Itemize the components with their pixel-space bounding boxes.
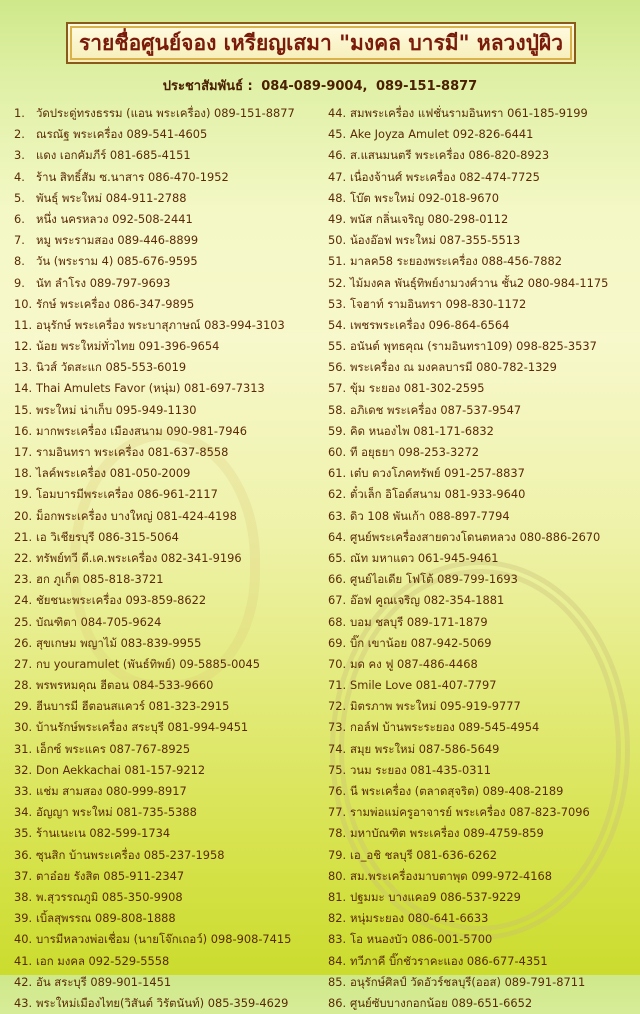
list-item-text: ทวีภาคี บิ๊กชัวราคะแอง 086-677-4351: [350, 953, 548, 968]
list-item-number: 56.: [328, 360, 347, 375]
list-item-text: เพชรพระเครื่อง 096-864-6564: [350, 317, 510, 332]
list-item-number: 83.: [328, 932, 347, 947]
list-item-text: ไม้มงคล พันธุ์ทิพย์งามวงศ์วาน ชั้น2 080-984-1175: [350, 275, 609, 290]
list-item: [328, 760, 640, 781]
list-item-text: เต๋บ ดวงโภคทรัพย์ 091-257-8837: [350, 466, 525, 481]
list-item-text: โอ หนองบัว 086-001-5700: [350, 932, 493, 947]
list-item-number: 29.: [14, 699, 33, 714]
list-item-number: 58.: [328, 402, 347, 417]
list-item-text: ณรณัฐ พระเครื่อง 089-541-4605: [36, 127, 208, 142]
list-item-number: 84.: [328, 953, 347, 968]
list-item: [14, 760, 324, 781]
list-item-number: 48.: [328, 190, 347, 205]
list-item-number: 72.: [328, 699, 347, 714]
list-item-number: 50.: [328, 233, 347, 248]
list-item: [328, 463, 640, 484]
list-item: [328, 612, 640, 633]
list-item: [14, 781, 324, 802]
list-item-number: 30.: [14, 720, 33, 735]
list-item-number: 38.: [14, 889, 33, 904]
list-item-text: ศูนย์ซับบางกอกน้อย 089-651-6652: [350, 995, 533, 1010]
list-item-text: อภิเดช พระเครื่อง 087-537-9547: [350, 402, 522, 417]
list-item-text: บารมีหลวงพ่อเชื่อม (นายโจ๊กเถอว์) 098-908-7415: [36, 932, 292, 947]
list-item: [328, 887, 640, 908]
list-item-text: มิตรภาพ พระใหม่ 095-919-9777: [350, 699, 521, 714]
list-item: [328, 442, 640, 463]
list-item-text: มาลค58 ระยองพระเครื่อง 088-456-7882: [350, 254, 563, 269]
list-item-number: 77.: [328, 805, 347, 820]
list-item-text: ร้าน สิทธิ์สัม ซ.นาสาร 086-470-1952: [36, 169, 229, 184]
list-item-number: 74.: [328, 741, 347, 756]
title-banner: [66, 22, 576, 64]
list-item: [328, 654, 640, 675]
list-item: [328, 273, 640, 294]
list-item: [14, 484, 324, 505]
list-item-text: นี พระเครื่อง (ตลาดสุจริต) 089-408-2189: [350, 784, 564, 798]
list-item-text: สมุย พระใหม่ 087-586-5649: [350, 741, 500, 756]
list-item: [328, 421, 640, 442]
list-item-number: 49.: [328, 211, 347, 226]
list-item-text: ฮก ภูเก็ต 085-818-3721: [36, 572, 164, 587]
list-item-number: 62.: [328, 487, 347, 502]
list-item-number: 81.: [328, 889, 347, 904]
list-item: [14, 188, 324, 209]
list-item: [14, 400, 324, 421]
list-item-number: 1.: [14, 106, 25, 120]
list-item-text: แช่ม สามสอง 080-999-8917: [36, 784, 187, 798]
list-item-text: ตั๋วเล็ก อิโอด์สนาม 081-933-9640: [350, 487, 526, 502]
list-item-number: 60.: [328, 445, 347, 459]
list-item-number: 57.: [328, 381, 347, 396]
list-item-number: 15.: [14, 402, 33, 417]
list-item: [328, 209, 640, 230]
list-item-number: 16.: [14, 423, 33, 438]
list-item-text: Thai Amulets Favor (หนุ่ม) 081-697-7313: [36, 381, 265, 396]
list-item-number: 10.: [14, 296, 33, 311]
list-item-number: 18.: [14, 466, 33, 481]
list-item-number: 41.: [14, 953, 33, 968]
list-item-text: ร้านเนะเน 082-599-1734: [36, 826, 171, 841]
list-item-number: 71.: [328, 678, 347, 693]
list-item: [328, 802, 640, 823]
list-item: [14, 103, 324, 124]
list-item-text: น้องอ๊อฟ พระใหม่ 087-355-5513: [350, 233, 521, 248]
list-item: [328, 951, 640, 972]
contact-label: ประชาสัมพันธ์ :: [162, 79, 253, 94]
list-item: [328, 548, 640, 569]
list-item: [14, 548, 324, 569]
list-item-text: ซุนสิก บ้านพระเครื่อง 085-237-1958: [36, 847, 225, 862]
list-item: [14, 209, 324, 230]
list-item: [328, 251, 640, 272]
list-item-number: 24.: [14, 593, 33, 608]
list-item-text: ณัท มหาแดว 061-945-9461: [350, 550, 499, 565]
list-item-text: บอม ชลบุรี 089-171-1879: [350, 614, 488, 629]
list-item: [328, 188, 640, 209]
list-item: [328, 993, 640, 1014]
list-item-text: หมู พระรามสอง 089-446-8899: [36, 233, 199, 248]
list-item-text: นิวส์ วัดสะแก 085-553-6019: [36, 360, 187, 375]
list-item-text: ชัยชนะพระเครื่อง 093-859-8622: [36, 593, 207, 608]
list-item-text: แดง เอกคัมภีร์ 081-685-4151: [36, 148, 191, 163]
list-item-text: เอก มงคล 092-529-5558: [36, 953, 170, 968]
list-item-number: 68.: [328, 614, 347, 629]
list-item-text: หนึ่ง นครหลวง 092-508-2441: [36, 211, 193, 226]
list-item: [14, 251, 324, 272]
list-item-text: สุขเกษม พญาไม้ 083-839-9955: [36, 635, 202, 650]
list-item-number: 21.: [14, 529, 33, 544]
list-item-number: 9.: [14, 275, 25, 290]
list-item-number: 12.: [14, 339, 33, 354]
list-item-text: ที อยุธยา 098-253-3272: [350, 445, 479, 459]
list-item: [14, 463, 324, 484]
list-item-text: บัณฑิตา 084-705-9624: [36, 614, 162, 629]
list-item-number: 17.: [14, 445, 33, 459]
list-item-text: โจฮาท์ รามอินทรา 098-830-1172: [350, 296, 527, 311]
list-item-text: เอ_อชิ ชลบุรี 081-636-6262: [350, 847, 497, 862]
list-item: [14, 336, 324, 357]
list-item-number: 25.: [14, 614, 33, 629]
list-item: [14, 145, 324, 166]
list-item-text: พนัส กลิ่นเจริญ 080-298-0112: [350, 211, 509, 226]
list-item-text: อัญญา พระใหม่ 081-735-5388: [36, 805, 197, 820]
list-item: [14, 590, 324, 611]
list-item-number: 8.: [14, 254, 25, 269]
list-item-number: 44.: [328, 106, 347, 120]
list-item-text: ศูนย์พระเครื่องสายดวงโดนตหลวง 080-886-2670: [350, 529, 601, 544]
list-item-text: หนุ่มระยอง 080-641-6633: [350, 911, 489, 926]
list-item: [328, 633, 640, 654]
list-item-number: 78.: [328, 826, 347, 841]
list-item-number: 20.: [14, 508, 33, 523]
list-item-text: ศูนย์ไอเดีย โฟโต้ 089-799-1693: [350, 572, 518, 587]
list-item: [14, 612, 324, 633]
list-item-number: 4.: [14, 169, 25, 184]
list-item-text: ปฐมมะ บางแคอ9 086-537-9229: [350, 889, 521, 904]
list-item: [14, 993, 324, 1014]
list-item-text: ขุ้ม ระยอง 081-302-2595: [350, 381, 485, 396]
list-item-text: ส.แสนมนตรี พระเครื่อง 086-820-8923: [350, 148, 550, 163]
list-item-number: 80.: [328, 868, 347, 883]
list-item: [328, 378, 640, 399]
list-item-number: 45.: [328, 127, 347, 142]
list-item: [14, 929, 324, 950]
list-item-text: พ.สุวรรณภูมิ 085-350-9908: [36, 889, 183, 904]
list-item-text: พระใหม่เมืองไทย(วิสันต์ วิรัตนันท์) 085-359-4629: [36, 995, 289, 1010]
contact-phone-1: 084-089-9004,: [261, 79, 368, 94]
list-item-text: สม.พระเครื่องมาบตาพุด 099-972-4168: [350, 868, 553, 883]
list-item-text: เอ วิเชียรบุรี 086-315-5064: [36, 529, 179, 544]
list-item-text: ฮีนบารมี ฮีตอนสแควร์ 081-323-2915: [36, 699, 230, 714]
list-item-text: พันธุ์ พระใหม่ 084-911-2788: [36, 190, 187, 205]
list-item-text: อ๊อฟ คูณเจริญ 082-354-1881: [350, 593, 505, 608]
list-item: [14, 845, 324, 866]
list-item-number: 52.: [328, 275, 347, 290]
list-item-number: 7.: [14, 233, 25, 248]
list-item-number: 43.: [14, 995, 33, 1010]
list-item: [328, 717, 640, 738]
list-item-number: 66.: [328, 572, 347, 587]
list-item-text: พรพรหมคุณ ฮีตอน 084-533-9660: [36, 678, 214, 693]
list-item-text: อนุรักษ์ศิลป์ วัดอัวร์ชลบุรี(ออส) 089-791-8711: [350, 974, 586, 989]
list-item-text: Don Aekkachai 081-157-9212: [36, 762, 206, 777]
list-item-text: พระเครื่อง ณ มงคลบารมี 080-782-1329: [350, 360, 557, 375]
list-item: [328, 569, 640, 590]
list-item-number: 59.: [328, 423, 347, 438]
list-item-number: 6.: [14, 211, 25, 226]
list-item: [14, 887, 324, 908]
list-item-text: Smile Love 081-407-7797: [350, 678, 497, 693]
left-list: [14, 103, 324, 1014]
list-item: [328, 145, 640, 166]
list-item-text: ไลค์พระเครื่อง 081-050-2009: [36, 466, 191, 481]
list-item-text: โบ๊ต พระใหม่ 092-018-9670: [350, 190, 500, 205]
list-item-number: 42.: [14, 974, 33, 989]
list-item-text: คิด หนองไพ 081-171-6832: [350, 423, 494, 438]
list-item-number: 23.: [14, 572, 33, 587]
list-item-number: 13.: [14, 360, 33, 375]
list-item-text: น้อย พระใหม่ทั่วไทย 091-396-9654: [36, 339, 220, 354]
list-item-number: 40.: [14, 932, 33, 947]
list-item-text: มหาบัณฑิต พระเครื่อง 089-4759-859: [350, 826, 544, 841]
list-item-number: 63.: [328, 508, 347, 523]
list-item: [328, 167, 640, 188]
list-item: [328, 739, 640, 760]
list-item-number: 53.: [328, 296, 347, 311]
list-item: [328, 908, 640, 929]
list-item-text: อนันต์ พุทธคุณ (รามอินทรา109) 098-825-3537: [350, 339, 597, 354]
list-item: [14, 823, 324, 844]
list-item: [328, 103, 640, 124]
list-item-text: Ake Joyza Amulet 092-826-6441: [350, 127, 534, 142]
list-item-number: 76.: [328, 784, 347, 798]
list-item-number: 51.: [328, 254, 347, 269]
list-item-text: รามพ่อแม่ครูอาจารย์ พระเครื่อง 087-823-7096: [350, 805, 590, 820]
list-item-text: มด คง ฟู 087-486-4468: [350, 656, 478, 671]
list-item-text: นัท ลำโรง 089-797-9693: [36, 275, 171, 290]
list-item-number: 32.: [14, 762, 33, 777]
list-item-text: ตาอ๋อย รังสิต 085-911-2347: [36, 868, 185, 883]
list-item-number: 85.: [328, 974, 347, 989]
list-item: [14, 527, 324, 548]
list-item-number: 27.: [14, 656, 33, 671]
list-item-text: เบิ้ลสุพรรณ 089-808-1888: [36, 911, 176, 926]
list-item-number: 47.: [328, 169, 347, 184]
list-item: [14, 675, 324, 696]
list-item-number: 37.: [14, 868, 33, 883]
list-item: [328, 506, 640, 527]
list-item-number: 35.: [14, 826, 33, 841]
list-item-number: 19.: [14, 487, 33, 502]
list-item-text: ทรัพย์ทวี ดี.เค.พระเครื่อง 082-341-9196: [36, 550, 242, 565]
list-item-text: รักษ์ พระเครื่อง 086-347-9895: [36, 296, 195, 311]
list-item: [328, 294, 640, 315]
list-item-text: เนื่องจ้านศ์ พระเครื่อง 082-474-7725: [350, 169, 540, 184]
list-item: [14, 569, 324, 590]
page-title: รายชื่อศูนย์จอง เหรียญเสมา "มงคล บารมี" หลวงปู่ผิว: [78, 29, 564, 55]
list-item: [14, 506, 324, 527]
list-item-number: 69.: [328, 635, 347, 650]
list-item-text: บ้านรักษ์พระเครื่อง สระบุรี 081-994-9451: [36, 720, 249, 735]
list-item: [328, 527, 640, 548]
list-item: [14, 294, 324, 315]
list-item-number: 26.: [14, 635, 33, 650]
list-item-text: กบ youramulet (พันธ์ทิพย์) 09-5885-0045: [36, 656, 261, 671]
list-item-number: 70.: [328, 656, 347, 671]
contact-line: [0, 75, 640, 96]
list-item-text: บิ๊ก เขาน้อย 087-942-5069: [350, 635, 492, 650]
list-item-text: โอมบารมีพระเครื่อง 086-961-2117: [36, 487, 218, 502]
list-item-number: 31.: [14, 741, 33, 756]
list-item: [14, 230, 324, 251]
list-item: [14, 357, 324, 378]
list-item: [328, 336, 640, 357]
list-item: [328, 400, 640, 421]
list-item-number: 2.: [14, 127, 25, 142]
list-item: [328, 929, 640, 950]
contact-phone-2: 089-151-8877: [375, 79, 478, 94]
list-item: [14, 654, 324, 675]
list-item-number: 82.: [328, 911, 347, 926]
list-item: [14, 421, 324, 442]
list-item-number: 75.: [328, 762, 347, 777]
list-item-text: วัน (พระราม 4) 085-676-9595: [36, 254, 198, 269]
list-item-number: 36.: [14, 847, 33, 862]
list-item: [328, 357, 640, 378]
list-item-number: 5.: [14, 190, 25, 205]
list-item-text: อนุรักษ์ พระเครื่อง พระบาสุภาษณ์ 083-994-3103: [36, 317, 285, 332]
list-item: [14, 908, 324, 929]
list-item-number: 14.: [14, 381, 33, 396]
right-list: [328, 103, 640, 1014]
list-item: [14, 633, 324, 654]
list-item-text: สมพระเครื่อง แฟชั่นรามอินทรา 061-185-9199: [350, 106, 588, 120]
list-item: [14, 696, 324, 717]
list-item: [14, 378, 324, 399]
list-item-number: 65.: [328, 550, 347, 565]
list-item: [328, 823, 640, 844]
list-item-number: 54.: [328, 317, 347, 332]
list-item: [328, 845, 640, 866]
list-item: [14, 167, 324, 188]
list-item: [14, 442, 324, 463]
list-item-number: 34.: [14, 805, 33, 820]
list-item: [14, 273, 324, 294]
list-item-number: 73.: [328, 720, 347, 735]
list-item-text: ดิว 108 พันเก้า 088-897-7794: [350, 508, 510, 523]
list-item: [14, 866, 324, 887]
list-item-number: 79.: [328, 847, 347, 862]
list-item-text: พระใหม่ น่าเก็บ 095-949-1130: [36, 402, 197, 417]
list-item: [328, 315, 640, 336]
list-item-number: 55.: [328, 339, 347, 354]
list-item-number: 33.: [14, 784, 33, 798]
list-item-number: 22.: [14, 550, 33, 565]
list-item: [14, 802, 324, 823]
list-item-number: 11.: [14, 317, 33, 332]
list-item-text: เอ็กซ์ พระแคร 087-767-8925: [36, 741, 191, 756]
list-item: [328, 696, 640, 717]
list-item-number: 3.: [14, 148, 25, 163]
list-item: [14, 124, 324, 145]
list-item: [14, 739, 324, 760]
list-item: [328, 124, 640, 145]
list-item-text: ม็อกพระเครื่อง บางใหญ่ 081-424-4198: [36, 508, 237, 523]
list-item-text: รามอินทรา พระเครื่อง 081-637-8558: [36, 445, 229, 459]
list-item-text: วัดประดู่ทรงธรรม (แอน พระเครื่อง) 089-151-8877: [36, 106, 295, 120]
list-item-text: กอล์ฟ บ้านพระระยอง 089-545-4954: [350, 720, 540, 735]
list-item: [328, 230, 640, 251]
list-item-text: มากพระเครื่อง เมืองสนาม 090-981-7946: [36, 423, 247, 438]
list-item-number: 46.: [328, 148, 347, 163]
list-item-text: อัน สระบุรี 089-901-1451: [36, 974, 172, 989]
list-item-text: วนม ระยอง 081-435-0311: [350, 762, 491, 777]
list-item: [14, 717, 324, 738]
list-item-number: 28.: [14, 678, 33, 693]
list-item: [14, 315, 324, 336]
list-item-number: 86.: [328, 995, 347, 1010]
list-item: [328, 590, 640, 611]
list-item: [328, 675, 640, 696]
list-item: [328, 866, 640, 887]
list-item-number: 64.: [328, 529, 347, 544]
list-item: [328, 484, 640, 505]
list-item: [14, 951, 324, 972]
list-item: [328, 781, 640, 802]
list-item-number: 61.: [328, 466, 347, 481]
list-item-number: 67.: [328, 593, 347, 608]
list-item-number: 39.: [14, 911, 33, 926]
